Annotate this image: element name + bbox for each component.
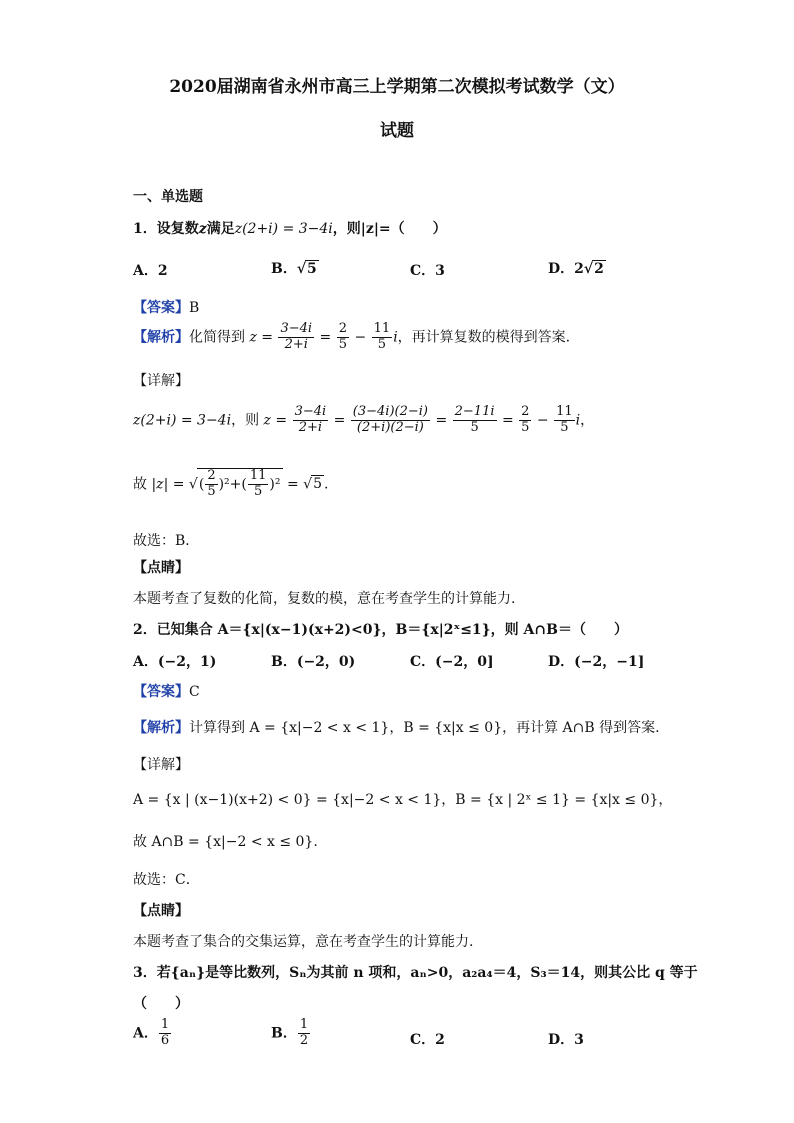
- q1-detail-modulus: 故 |z| = √( $\frac{2}{5}$ )²+( $\frac{11}{5}$ )² = √5 .: [133, 468, 329, 499]
- q3-stem-paren: （ ）: [133, 996, 189, 1012]
- page-title-line2: 试题: [380, 121, 414, 141]
- q2-note-tag: 【点睛】: [133, 903, 189, 919]
- q3-stem: 3．若{aₙ}是等比数列，Sₙ为其前 n 项和，aₙ>0，a₂a₄＝4，S₃＝14，则其公比 q 等于: [133, 965, 698, 981]
- q2-detail-line2: 故 A∩B = {x|−2 < x ≤ 0}.: [133, 834, 318, 850]
- q1-note-text: 本题考查了复数的化简，复数的模，意在考查学生的计算能力.: [133, 591, 516, 607]
- section-heading: 一、单选题: [133, 189, 203, 205]
- q2-stem: 2．已知集合 A＝{x|(x−1)(x+2)<0}，B＝{x|2ˣ≤1}，则 A∩B＝（ ）: [133, 622, 628, 638]
- q2-detail-line1: A = {x | (x−1)(x+2) < 0} = {x|−2 < x < 1}，B = {x | 2ˣ ≤ 1} = {x|x ≤ 0}，: [133, 792, 673, 808]
- q2-detail-final: 故选：C．: [133, 872, 200, 888]
- q1-note-tag: 【点睛】: [133, 560, 189, 576]
- q2-option-a: A．(−2，1): [133, 654, 217, 670]
- q3-option-d: D．3: [548, 1032, 584, 1048]
- q2-detail-tag: 【详解】: [133, 757, 189, 773]
- q2-analysis: 【解析】计算得到 A = {x|−2 < x < 1}，B = {x|x ≤ 0}，再计算 A∩B 得到答案.: [133, 720, 660, 736]
- q2-answer: 【答案】C: [133, 684, 200, 700]
- q1-detail-tag: 【详解】: [133, 373, 189, 389]
- q1-analysis: 【解析】化简得到 z = $\frac{3-4i}{2+i}$ = $\frac{2}{5}$ − $\frac{11}{5}$ i，再计算复数的模得到答案.: [133, 321, 571, 352]
- q1-detail-final: 故选：B．: [133, 533, 200, 549]
- q1-stem: 1．设复数z满足z(2+i) = 3−4i，则|z|=（ ）: [133, 221, 447, 237]
- q1-answer: 【答案】B: [133, 300, 200, 316]
- q1-option-d: D．2√2: [548, 261, 604, 277]
- q1-detail-eq: z(2+i) = 3−4i，则 z = $\frac{3-4i}{2+i}$ = $\frac{(3-4i)(2-i)}{(2+i)(2-i)}$ = $\frac{2-11i}{5}$ = $\frac{2}{5}$ − $\frac{11}{5}$ i，: [133, 404, 595, 435]
- q2-option-b: B．(−2，0): [271, 654, 356, 670]
- q1-option-c: C．3: [410, 263, 445, 279]
- q2-option-c: C．(−2，0]: [410, 654, 494, 670]
- q1-option-a: A．2: [133, 263, 168, 279]
- q2-note-text: 本题考查了集合的交集运算，意在考查学生的计算能力.: [133, 934, 474, 950]
- page-title: 2020届湖南省永州市高三上学期第二次模拟考试数学（文）: [169, 77, 625, 97]
- q3-option-b: B． $\frac{1}{2}$: [271, 1017, 309, 1048]
- q1-option-b: B．√5: [271, 261, 317, 277]
- q2-option-d: D．(−2，−1]: [548, 654, 645, 670]
- q3-option-a: A． $\frac{1}{6}$: [133, 1017, 170, 1048]
- q3-option-c: C．2: [410, 1032, 445, 1048]
